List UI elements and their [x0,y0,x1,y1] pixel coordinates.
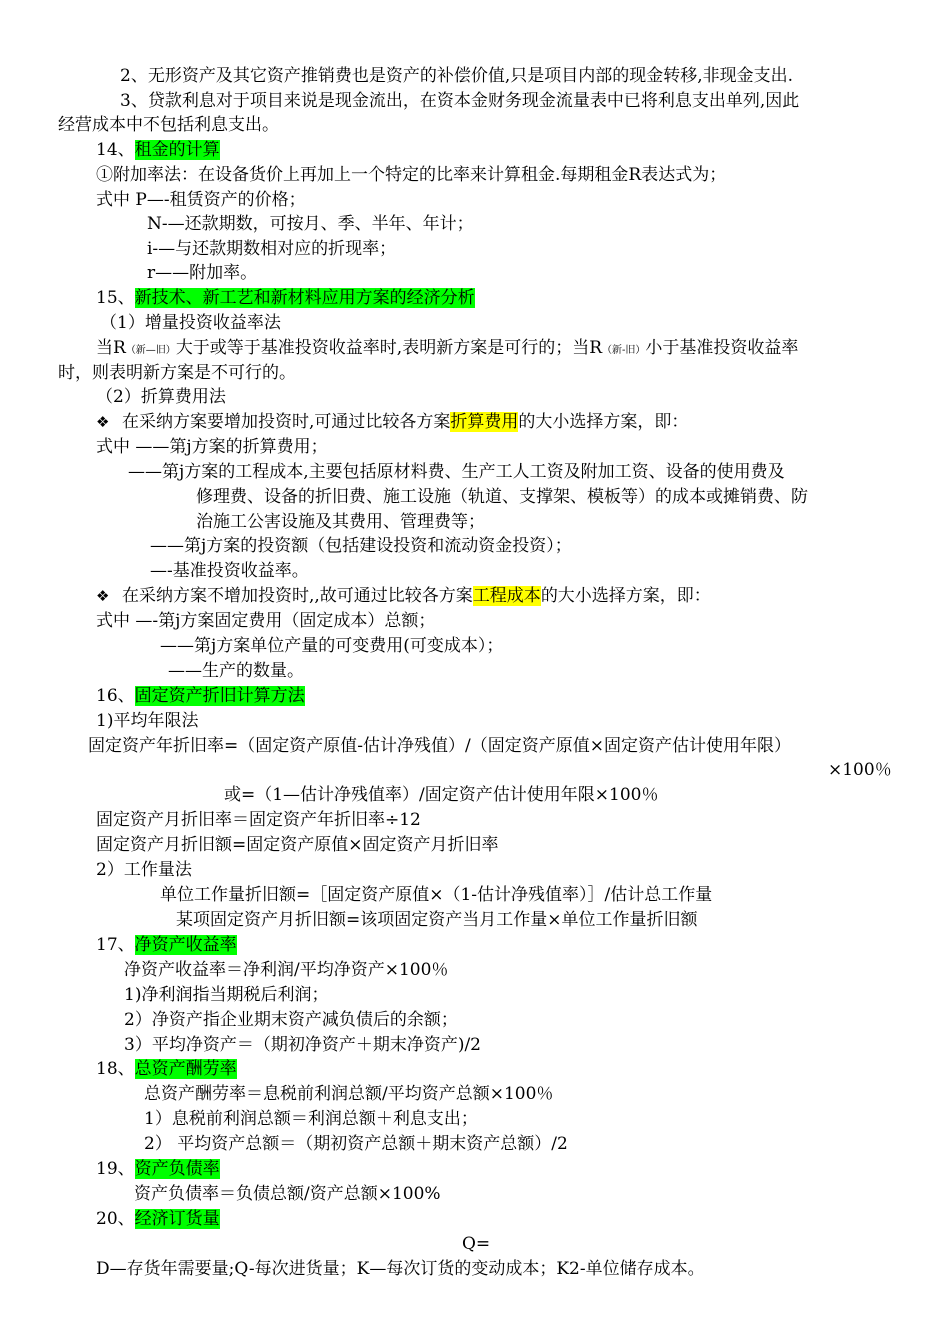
formula: 资产负债率＝负债总额/资产总额×100% [134,1184,441,1204]
section-title: 总资产酬劳率 [134,1059,237,1079]
paragraph: 时，则表明新方案是不可行的。 [58,363,296,383]
section-number: 15、 [96,288,135,308]
formula: 固定资产月折旧率＝固定资产年折旧率÷12 [96,810,421,830]
section-title: 经济订货量 [134,1209,220,1229]
section-title: 新技术、新工艺和新材料应用方案的经济分析 [134,288,475,308]
diamond-bullet-icon: ❖ [96,413,110,431]
paragraph: 治施工公害设施及其费用、管理费等； [196,512,485,532]
formula: 某项固定资产月折旧额=该项固定资产当月工作量×单位工作量折旧额 [176,910,698,930]
paragraph: D—存货年需要量;Q-每次进货量；K—每次订货的变动成本；K2-单位储存成本。 [96,1259,705,1279]
formula: 或=（1—估计净残值率）/固定资产估计使用年限×100％ [224,785,659,805]
diamond-bullet-icon: ❖ [96,587,110,605]
section-number: 17、 [96,935,135,955]
paragraph: 2）净资产指企业期末资产减负债后的余额； [124,1010,458,1030]
section-title: 租金的计算 [134,140,220,160]
paragraph: 2、无形资产及其它资产推销费也是资产的补偿价值,只是项目内部的现金转移,非现金支出. [120,66,794,86]
section-number: 14、 [96,140,135,160]
paragraph: i-—与还款期数相对应的折现率； [147,239,397,259]
formula: 净资产收益率＝净利润/平均净资产×100％ [124,960,449,980]
section-heading [96,1157,220,1182]
paragraph: 式中 —-第j方案固定费用（固定成本）总额； [96,611,436,631]
section-heading [96,138,220,163]
paragraph: ——第j方案单位产量的可变费用(可变成本）； [160,636,504,656]
formula: 1）息税前利润总额＝利润总额＋利息支出； [144,1109,478,1129]
paragraph: 当R（新—旧）大于或等于基准投资收益率时,表明新方案是可行的；当R（新-旧）小于基准投资收益率 [96,338,799,358]
formula: 固定资产年折旧率=（固定资产原值-估计净残值）/（固定资产原值×固定资产估计使用年限） [88,736,791,756]
section-number: 19、 [96,1159,135,1179]
section-number: 16、 [96,686,135,706]
bullet-paragraph: ❖ 在采纳方案不增加投资时,,故可通过比较各方案工程成本的大小选择方案，即： [96,584,711,609]
highlight-term: 工程成本 [472,586,541,606]
paragraph: 修理费、设备的折旧费、施工设施（轨道、支撑架、模板等）的成本或摊销费、防 [196,487,808,507]
section-title: 净资产收益率 [134,935,237,955]
section-number: 18、 [96,1059,135,1079]
formula: 2） 平均资产总额＝（期初资产总额＋期末资产总额）/2 [144,1134,568,1154]
section-number: 20、 [96,1209,135,1229]
formula: 固定资产月折旧额=固定资产原值×固定资产月折旧率 [96,835,499,855]
paragraph: （1）增量投资收益率法 [100,313,281,333]
formula: 总资产酬劳率＝息税前利润总额/平均资产总额×100％ [144,1084,554,1104]
section-heading [96,286,475,311]
formula: Q= [462,1234,491,1254]
section-heading [96,933,237,958]
section-heading [96,684,305,709]
paragraph: 1)平均年限法 [96,711,199,731]
paragraph: 1)净利润指当期税后利润； [124,985,329,1005]
paragraph: ——生产的数量。 [168,661,304,681]
paragraph: ①附加率法：在设备货价上再加上一个特定的比率来计算租金.每期租金R表达式为； [96,165,727,185]
paragraph: 3、贷款利息对于项目来说是现金流出，在资本金财务现金流量表中已将利息支出单列,因此 [120,91,800,111]
paragraph: —-基准投资收益率。 [150,561,309,581]
section-heading [96,1207,220,1232]
section-title: 固定资产折旧计算方法 [134,686,305,706]
formula: 3）平均净资产＝（期初净资产＋期末净资产)/2 [124,1035,481,1055]
formula: 单位工作量折旧额=［固定资产原值×（1-估计净残值率）］/估计总工作量 [160,885,713,905]
paragraph: 2）工作量法 [96,860,192,880]
paragraph: 式中 ——第j方案的折算费用； [96,437,328,457]
highlight-term: 折算费用 [450,412,519,432]
bullet-paragraph: ❖ 在采纳方案要增加投资时,可通过比较各方案折算费用的大小选择方案，即： [96,410,688,435]
paragraph: N-—还款期数，可按月、季、半年、年计； [147,214,474,234]
paragraph: ——第j方案的投资额（包括建设投资和流动资金投资）； [150,536,572,556]
paragraph: 式中 P—-租赁资产的价格； [96,190,306,210]
section-heading [96,1057,237,1082]
subscript: （新—旧） [125,345,176,356]
section-title: 资产负债率 [134,1159,220,1179]
paragraph: ——第j方案的工程成本,主要包括原材料费、生产工人工资及附加工资、设备的使用费及 [128,462,785,482]
formula: ×100％ [828,760,892,780]
subscript: （新-旧） [602,345,646,356]
paragraph: 经营成本中不包括利息支出。 [58,115,279,135]
paragraph: （2）折算费用法 [96,387,226,407]
paragraph: r——附加率。 [147,263,258,283]
